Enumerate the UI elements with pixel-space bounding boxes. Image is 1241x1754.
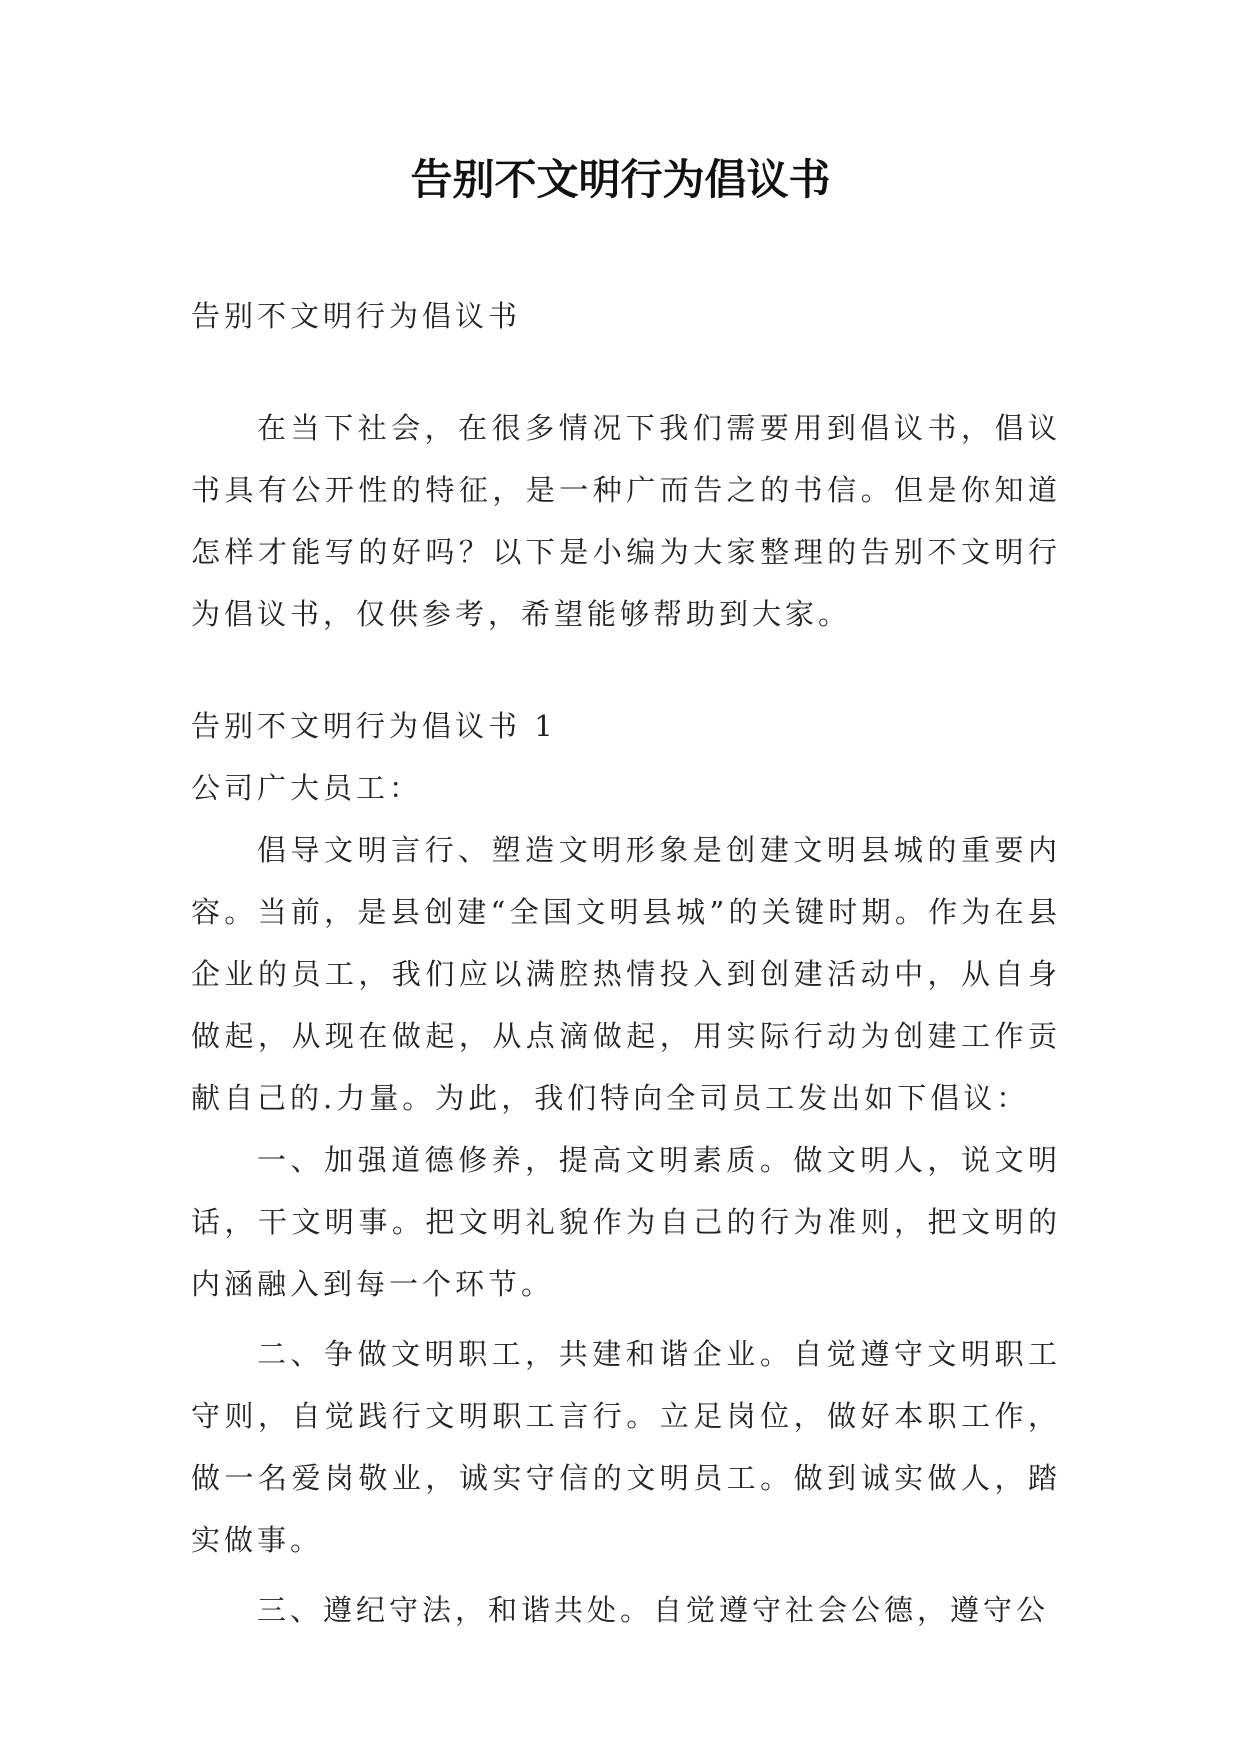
section-heading: 告别不文明行为倡议书 1	[191, 709, 557, 743]
document-title: 告别不文明行为倡议书	[410, 155, 831, 204]
document-subtitle: 告别不文明行为倡议书	[191, 299, 522, 333]
body-paragraph: 三、遵纪守法，和谐共处。自觉遵守社会公德，遵守公	[257, 1593, 1050, 1627]
salutation: 公司广大员工：	[191, 771, 423, 805]
body-paragraph: 一、加强道德修养，提高文明素质。做文明人，说文明话，干文明事。把文明礼貌作为自己的行为准则，把文明的内涵融入到每一个环节。	[191, 1143, 1061, 1301]
document-body	[191, 285, 1061, 1641]
body-paragraph: 二、争做文明职工，共建和谐企业。自觉遵守文明职工守则，自觉践行文明职工言行。立足岗位，做好本职工作，做一名爱岗敬业，诚实守信的文明员工。做到诚实做人，踏实做事。	[191, 1337, 1061, 1557]
body-paragraph: 倡导文明言行、塑造文明形象是创建文明县城的重要内容。当前，是县创建“全国文明县城”的关键时期。作为在县企业的员工，我们应以满腔热情投入到创建活动中，从自身做起，从现在做起，从点滴做起，用实际行动为创建工作贡献自己的.力量。为此，我们特向全司员工发出如下倡议：	[191, 833, 1061, 1115]
intro-paragraph: 在当下社会，在很多情况下我们需要用到倡议书，倡议书具有公开性的特征，是一种广而告之的书信。但是你知道怎样才能写的好吗？以下是小编为大家整理的告别不文明行为倡议书，仅供参考，希望能够帮助到大家。	[191, 411, 1061, 631]
